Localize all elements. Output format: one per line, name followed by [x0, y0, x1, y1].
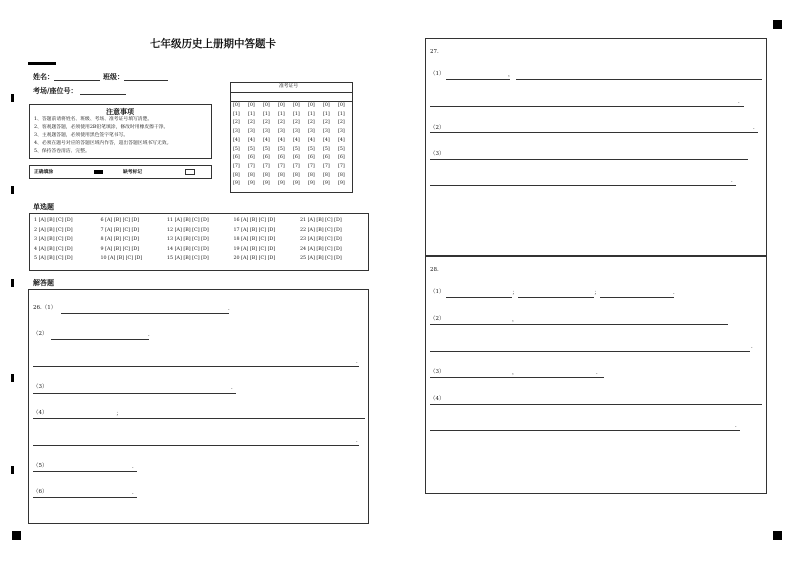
exam-id-bubble[interactable]: [7] — [323, 163, 330, 169]
notice-item: 2、客观题答题，必须使用2B铅笔填涂，修改时用橡皮擦干净。 — [34, 125, 169, 130]
correct-fill-sample — [94, 170, 103, 174]
exam-id-bubble[interactable]: [7] — [293, 163, 300, 169]
exam-id-bubble[interactable]: [3] — [263, 129, 270, 135]
exam-id-bubble[interactable]: [1] — [323, 111, 330, 117]
exam-id-bubble[interactable]: [9] — [233, 181, 240, 187]
q28-part1-label: （1） — [430, 289, 445, 295]
mc-question[interactable] — [300, 248, 342, 253]
exam-id-bubble[interactable]: [3] — [338, 129, 345, 135]
name-field[interactable] — [54, 80, 100, 81]
q26-part6-label: （6） — [33, 489, 48, 495]
exam-id-bubble[interactable]: [9] — [278, 181, 285, 187]
exam-id-bubble[interactable]: [6] — [308, 155, 315, 161]
mc-question[interactable] — [300, 238, 342, 243]
exam-id-bubble[interactable]: [0] — [308, 103, 315, 108]
sa-title: 解答题 — [33, 278, 54, 287]
notice-box — [29, 104, 212, 159]
dot: ． — [356, 438, 362, 444]
mc-question[interactable] — [101, 219, 140, 224]
exam-id-bubble[interactable]: [7] — [248, 163, 255, 169]
exam-id-bubble[interactable]: [2] — [278, 120, 285, 126]
timing-mark — [11, 374, 14, 382]
dot: ． — [735, 423, 741, 429]
q28-number: 28. — [430, 267, 439, 273]
mc-question-number: 3 — [34, 237, 39, 242]
q28-part1-answer-b[interactable] — [518, 297, 594, 298]
mc-question[interactable] — [234, 248, 276, 253]
mc-question[interactable] — [101, 238, 140, 243]
exam-id-box — [230, 82, 353, 193]
q27-part2-answer[interactable] — [430, 132, 758, 133]
exam-id-bubble[interactable]: [6] — [278, 155, 285, 161]
mc-question[interactable] — [300, 229, 342, 234]
exam-id-divider — [231, 92, 352, 93]
exam-id-bubble[interactable]: [2] — [323, 120, 330, 126]
q26-box — [28, 289, 369, 524]
q26-part1-answer[interactable] — [61, 313, 229, 314]
exam-id-bubble[interactable]: [2] — [338, 120, 345, 126]
exam-id-bubble[interactable]: [5] — [293, 146, 300, 152]
dot: ． — [738, 99, 744, 105]
mc-question-number: 7 — [100, 227, 106, 233]
exam-id-bubble[interactable]: [1] — [233, 111, 240, 117]
exam-id-bubble[interactable]: [0] — [293, 103, 300, 108]
q26-part6-answer[interactable] — [33, 497, 137, 498]
missing-label: 缺考标记 — [123, 169, 143, 175]
mc-options[interactable]: [A] [B] [C] [D] — [108, 256, 143, 261]
exam-id-bubble[interactable]: [1] — [278, 111, 285, 117]
exam-id-bubble[interactable]: [0] — [263, 103, 270, 108]
q28-part2-label: （2） — [430, 316, 445, 322]
mc-question[interactable] — [234, 257, 276, 262]
exam-id-bubble[interactable]: [6] — [263, 155, 270, 161]
exam-id-bubble[interactable]: [7] — [233, 163, 240, 169]
mc-options[interactable]: [A] [B] [C] [D] — [38, 256, 73, 261]
mc-options[interactable]: [A] [B] [C] [D] — [241, 246, 276, 252]
dot: ． — [132, 464, 138, 470]
exam-id-bubble[interactable]: [7] — [263, 163, 270, 169]
class-field[interactable] — [124, 80, 168, 81]
mc-question[interactable] — [34, 238, 73, 243]
dot: ． — [132, 490, 138, 496]
q28-part1-answer-a[interactable] — [446, 297, 512, 298]
exam-id-bubble[interactable]: [7] — [308, 163, 315, 169]
timing-mark — [11, 466, 14, 474]
mc-question[interactable] — [34, 248, 73, 253]
q27-part2-label: （2） — [430, 125, 445, 131]
exam-id-bubble[interactable]: [1] — [248, 111, 255, 117]
exam-id-bubble[interactable]: [0] — [278, 103, 285, 108]
mc-question-number: 21 — [300, 218, 308, 223]
dot: ． — [148, 332, 154, 338]
exam-id-bubble[interactable]: [6] — [233, 155, 240, 161]
mc-question[interactable] — [101, 229, 140, 234]
mc-options[interactable]: [A] [B] [C] [D] — [241, 227, 276, 233]
semicolon: ； — [116, 411, 122, 417]
exam-id-bubble[interactable]: [6] — [338, 155, 345, 161]
exam-id-bubble[interactable]: [3] — [323, 129, 330, 135]
mc-question-number: 13 — [167, 237, 175, 242]
mc-options[interactable]: [A] [B] [C] [D] — [38, 237, 73, 242]
mc-question[interactable] — [101, 257, 143, 262]
exam-id-bubble[interactable]: [1] — [293, 111, 300, 117]
exam-id-bubble[interactable]: [0] — [323, 103, 330, 108]
mc-box — [29, 213, 369, 271]
exam-id-bubble[interactable]: [8] — [338, 172, 345, 178]
q26-part3-answer[interactable] — [33, 393, 236, 394]
mc-options[interactable]: [A] [B] [C] [D] — [174, 218, 209, 223]
q27-part3-label: （3） — [430, 151, 445, 157]
exam-id-bubble[interactable]: [5] — [338, 146, 345, 152]
corner-mark-tr — [773, 20, 782, 29]
mc-options[interactable]: [A] [B] [C] [D] — [241, 256, 276, 261]
seat-field[interactable] — [80, 94, 126, 95]
exam-id-bubble[interactable]: [4] — [248, 137, 255, 143]
mc-options[interactable]: [A] [B] [C] [D] — [307, 227, 342, 233]
q26-part2-answer[interactable] — [51, 339, 149, 340]
timing-mark — [11, 186, 14, 194]
mc-question-number: 6 — [100, 218, 106, 223]
q27-part1-answer-b[interactable] — [516, 79, 762, 80]
q28-part2-answer-a[interactable] — [430, 324, 728, 325]
timing-mark — [11, 94, 14, 102]
mc-options[interactable]: [A] [B] [C] [D] — [307, 237, 342, 242]
comma: ， — [508, 72, 514, 78]
mc-question[interactable] — [300, 257, 342, 262]
notice-item: 4、必须在题号对应的答题区域内作答，超出答题区域书写无效。 — [34, 141, 172, 146]
missing-checkbox[interactable] — [185, 169, 195, 175]
q27-part3-answer[interactable] — [430, 159, 748, 160]
mc-options[interactable]: [A] [B] [C] [D] — [241, 237, 276, 242]
exam-id-bubble[interactable]: [5] — [248, 146, 255, 152]
q26-part5-label: （5） — [33, 463, 48, 469]
exam-id-bubble[interactable]: [6] — [293, 155, 300, 161]
fill-example-box — [29, 165, 212, 179]
mc-question[interactable] — [167, 219, 209, 224]
mc-options[interactable]: [A] [B] [C] [D] — [174, 227, 209, 233]
mc-question-number: 19 — [233, 246, 242, 252]
exam-id-bubble[interactable]: [4] — [278, 137, 285, 143]
mc-question-number: 4 — [34, 246, 39, 252]
exam-id-bubble[interactable]: [8] — [293, 172, 300, 178]
mc-options[interactable]: [A] [B] [C] [D] — [105, 237, 140, 242]
header-mark — [28, 62, 56, 65]
exam-id-bubble[interactable]: [3] — [278, 129, 285, 135]
exam-id-bubble[interactable]: [4] — [233, 137, 240, 143]
q28-part1-answer-c[interactable] — [600, 297, 674, 298]
corner-mark-bl — [12, 531, 21, 540]
exam-id-bubble[interactable]: [5] — [263, 146, 270, 152]
timing-mark — [11, 279, 14, 287]
mc-question-number: 10 — [100, 256, 109, 261]
exam-id-bubble[interactable]: [7] — [278, 163, 285, 169]
mc-question-number: 14 — [167, 246, 175, 252]
q27-box — [425, 38, 767, 256]
exam-id-bubble[interactable]: [3] — [233, 129, 240, 135]
q26-part1-label: 26.（1） — [33, 305, 57, 311]
q27-part1-label: （1） — [430, 71, 445, 77]
q27-part1-answer-a[interactable] — [446, 79, 510, 80]
mc-question[interactable] — [34, 219, 73, 224]
name-label: 姓名： — [33, 72, 54, 81]
dot: ． — [731, 178, 737, 184]
q28-part2-answer-b[interactable] — [430, 351, 750, 352]
mc-question[interactable] — [234, 229, 276, 234]
q26-part5-answer[interactable] — [33, 471, 137, 472]
dot: ． — [231, 385, 237, 391]
comma: ， — [512, 317, 518, 323]
exam-id-bubble[interactable]: [0] — [248, 103, 255, 108]
exam-id-bubble[interactable]: [5] — [278, 146, 285, 152]
exam-id-bubble[interactable]: [4] — [293, 137, 300, 143]
semicolon: ； — [512, 290, 518, 296]
exam-id-bubble[interactable]: [9] — [248, 181, 255, 187]
exam-id-bubble[interactable]: [2] — [263, 120, 270, 126]
mc-question-number: 22 — [300, 227, 308, 233]
q26-part4-answer[interactable] — [33, 418, 365, 419]
exam-id-bubble[interactable]: [9] — [323, 181, 330, 187]
mc-question-number: 16 — [233, 218, 242, 223]
mc-title: 单选题 — [33, 202, 54, 211]
q28-part4-label: （4） — [430, 396, 445, 402]
q27-part1-answer-c[interactable] — [430, 106, 744, 107]
exam-id-write-row[interactable] — [231, 101, 352, 102]
mc-options[interactable]: [A] [B] [C] [D] — [105, 246, 140, 252]
exam-id-bubble[interactable]: [9] — [308, 181, 315, 187]
mc-question-number: 11 — [167, 218, 175, 223]
dot: ． — [673, 290, 679, 296]
mc-question-number: 20 — [233, 256, 242, 261]
mc-question[interactable] — [167, 229, 209, 234]
exam-id-bubble[interactable]: [7] — [338, 163, 345, 169]
exam-id-bubble[interactable]: [2] — [233, 120, 240, 126]
mc-question[interactable] — [34, 229, 73, 234]
dot: ． — [751, 344, 757, 350]
exam-id-bubble[interactable]: [2] — [293, 120, 300, 126]
q26-part4-label: （4） — [33, 410, 48, 416]
exam-id-bubble[interactable]: [3] — [308, 129, 315, 135]
mc-question[interactable] — [101, 248, 140, 253]
mc-question[interactable] — [167, 238, 209, 243]
exam-id-bubble[interactable]: [8] — [308, 172, 315, 178]
q28-part3-label: （3） — [430, 369, 445, 375]
exam-id-title: 准考证号 — [279, 84, 299, 89]
exam-id-bubble[interactable]: [0] — [233, 103, 240, 108]
mc-question[interactable] — [34, 257, 73, 262]
q26-part3-label: （3） — [33, 384, 48, 390]
mc-question-number: 24 — [300, 246, 308, 252]
exam-id-bubble[interactable]: [5] — [233, 146, 240, 152]
mc-question-number: 23 — [300, 237, 308, 242]
exam-id-bubble[interactable]: [4] — [308, 137, 315, 143]
mc-options[interactable]: [A] [B] [C] [D] — [241, 218, 276, 223]
exam-id-bubble[interactable]: [1] — [308, 111, 315, 117]
notice-item: 5、保持答卷清洁、完整。 — [34, 149, 90, 154]
mc-options[interactable]: [A] [B] [C] [D] — [307, 218, 342, 223]
mc-options[interactable]: [A] [B] [C] [D] — [174, 237, 209, 242]
exam-id-bubble[interactable]: [3] — [248, 129, 255, 135]
mc-question[interactable] — [234, 238, 276, 243]
notice-title: 注意事项 — [106, 107, 134, 116]
q26-part4-answer-2[interactable] — [33, 445, 359, 446]
q27-part3-answer-2[interactable] — [430, 185, 736, 186]
q27-number: 27. — [430, 49, 439, 55]
mc-options[interactable]: [A] [B] [C] [D] — [38, 227, 73, 233]
exam-id-bubble[interactable]: [4] — [338, 137, 345, 143]
exam-id-bubble[interactable]: [4] — [263, 137, 270, 143]
semicolon: ； — [594, 290, 600, 296]
q28-box — [425, 256, 767, 494]
q26-part2-label: （2） — [33, 331, 48, 337]
page-title: 七年级历史上册期中答题卡 — [150, 38, 276, 50]
mc-options[interactable]: [A] [B] [C] [D] — [105, 218, 140, 223]
exam-id-bubble[interactable]: [6] — [248, 155, 255, 161]
mc-options[interactable]: [A] [B] [C] [D] — [174, 256, 209, 261]
comma: ， — [512, 370, 518, 376]
mc-question-number: 15 — [167, 256, 175, 261]
notice-item: 3、主观题答题，必须使用黑色签字笔书写。 — [34, 133, 129, 138]
mc-question-number: 9 — [100, 246, 106, 252]
dot: ． — [596, 370, 602, 376]
correct-fill-label: 正确填涂 — [34, 169, 54, 175]
q28-part4-answer[interactable] — [430, 404, 762, 405]
exam-id-bubble[interactable]: [8] — [323, 172, 330, 178]
exam-id-bubble[interactable]: [6] — [323, 155, 330, 161]
mc-question-number: 8 — [100, 237, 106, 242]
dot: ． — [228, 306, 234, 312]
mc-question-number: 18 — [233, 237, 242, 242]
mc-options[interactable]: [A] [B] [C] [D] — [38, 246, 73, 252]
exam-id-bubble[interactable]: [3] — [293, 129, 300, 135]
mc-question[interactable] — [234, 219, 276, 224]
dot: ． — [753, 125, 759, 131]
exam-id-bubble[interactable]: [8] — [278, 172, 285, 178]
seat-label: 考场/座位号： — [33, 86, 78, 95]
mc-options[interactable]: [A] [B] [C] [D] — [307, 256, 342, 261]
exam-id-bubble[interactable]: [2] — [308, 120, 315, 126]
exam-id-bubble[interactable]: [5] — [308, 146, 315, 152]
mc-question-number: 17 — [233, 227, 242, 233]
mc-question[interactable] — [300, 219, 342, 224]
mc-options[interactable]: [A] [B] [C] [D] — [38, 218, 73, 223]
exam-id-bubble[interactable]: [8] — [233, 172, 240, 178]
mc-question[interactable] — [167, 257, 209, 262]
mc-question-number: 25 — [300, 256, 308, 261]
mc-options[interactable]: [A] [B] [C] [D] — [174, 246, 209, 252]
exam-id-bubble[interactable]: [9] — [293, 181, 300, 187]
corner-mark-br — [773, 531, 782, 540]
exam-id-bubble[interactable]: [9] — [338, 181, 345, 187]
class-label: 班级： — [103, 72, 124, 81]
exam-id-bubble[interactable]: [8] — [248, 172, 255, 178]
exam-id-bubble[interactable]: [4] — [323, 137, 330, 143]
exam-id-bubble[interactable]: [0] — [338, 103, 345, 108]
notice-item: 1、答题前请将姓名、班级、考场、准考证号填写清楚。 — [34, 117, 153, 122]
q28-part4-answer-2[interactable] — [430, 430, 740, 431]
mc-options[interactable]: [A] [B] [C] [D] — [105, 227, 140, 233]
mc-question-number: 2 — [34, 227, 39, 233]
mc-question-number: 12 — [167, 227, 175, 233]
mc-options[interactable]: [A] [B] [C] [D] — [307, 246, 342, 252]
mc-question-number: 5 — [34, 256, 39, 261]
q28-part3-answer[interactable] — [430, 377, 604, 378]
mc-grid — [34, 219, 364, 267]
mc-question[interactable] — [167, 248, 209, 253]
mc-question-number: 1 — [34, 218, 39, 223]
exam-id-bubble[interactable]: [1] — [263, 111, 270, 117]
exam-id-bubble[interactable]: [1] — [338, 111, 345, 117]
exam-id-bubble[interactable]: [9] — [263, 181, 270, 187]
exam-id-grid — [233, 104, 352, 192]
dot: ． — [356, 359, 362, 365]
exam-id-bubble[interactable]: [8] — [263, 172, 270, 178]
exam-id-bubble[interactable]: [5] — [323, 146, 330, 152]
q26-part2-answer-2[interactable] — [33, 366, 359, 367]
exam-id-bubble[interactable]: [2] — [248, 120, 255, 126]
